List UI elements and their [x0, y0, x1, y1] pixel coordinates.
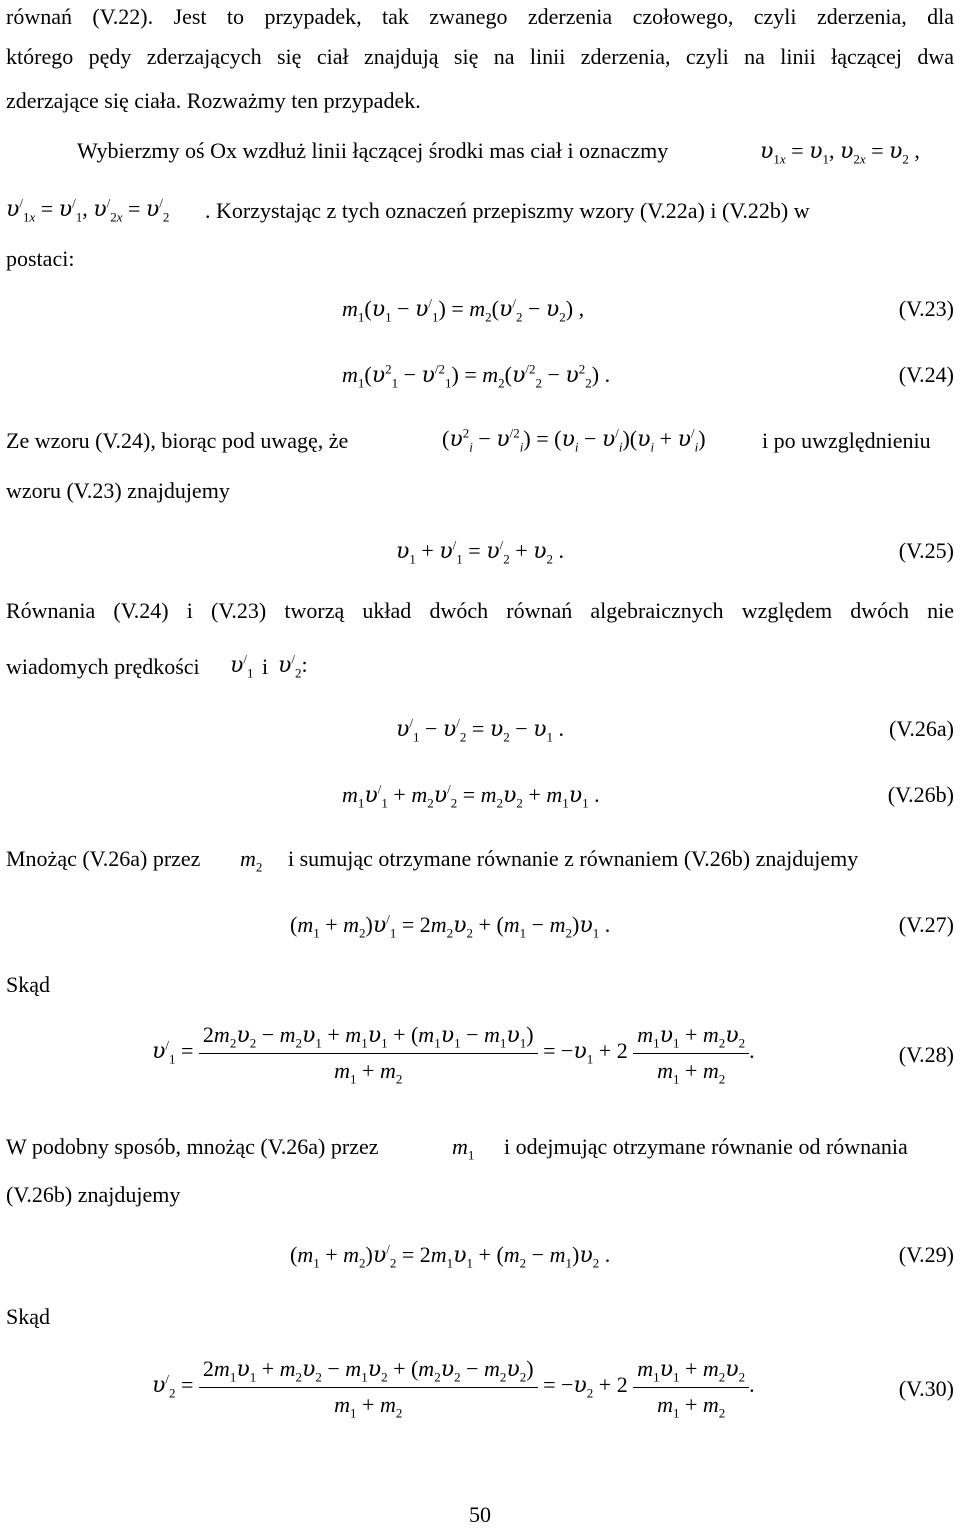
equation-v26b: $m_1\upsilon^/_1 + m_2\upsilon^/_2 = m_2\upsilon_2 + m_1\upsilon_1$ . [342, 781, 600, 811]
paragraph-4-line-2b: i [262, 654, 269, 679]
inline-math-m1: $m_1$ [452, 1134, 475, 1163]
equation-number-v24: (V.24) [898, 362, 954, 387]
paragraph-2-line-2: . Korzystając z tych oznaczeń przepiszmy wzory (V.22a) i (V.22b) w [205, 198, 810, 223]
equation-v26a: $\upsilon^/_1 - \upsilon^/_2 = \upsilon_2 - \upsilon_1$ . [396, 715, 565, 745]
paragraph-5-line-1a: Mnożąc (V.26a) przez [6, 846, 201, 871]
equation-v28: $\upsilon^/_1$ = $\frac{2m_2\upsilon_2 - m_2\upsilon_1 + m_1\upsilon_1 + (m_1\upsilon_1 - m_1\upsilon_1)}{m_1 + m_2}$ = $-\upsilon_1 + 2$ $\frac{m_1\upsilon_1 + m_2\upsilon_2}{m_1 + m_2}$ . [152, 1022, 755, 1087]
skad-label-1: Skąd [6, 972, 50, 997]
paragraph-6-line-1a: W podobny sposób, mnożąc (V.26a) przez [6, 1134, 379, 1159]
paragraph-5-line-1b: i sumując otrzymane równanie z równaniem (V.26b) znajdujemy [288, 846, 859, 871]
equation-number-v23: (V.23) [898, 296, 954, 321]
inline-math-m2: $m_2$ [240, 846, 263, 875]
paragraph-4-line-1: Równania (V.24) i (V.23) tworzą układ dwóch równań algebraicznych względem dwóch nie [6, 598, 954, 623]
equation-v30: $\upsilon^/_2$ = $\frac{2m_1\upsilon_1 + m_2\upsilon_2 - m_1\upsilon_2 + (m_2\upsilon_2 - m_2\upsilon_2)}{m_1 + m_2}$ = $-\upsilon_2 + 2$ $\frac{m_1\upsilon_1 + m_2\upsilon_2}{m_1 + m_2}$ . [152, 1356, 755, 1421]
equation-v25: $\upsilon_1 + \upsilon^/_1 = \upsilon^/_2 + \upsilon_2$ . [396, 537, 565, 567]
fraction-v30-right: $\frac{m_1\upsilon_1 + m_2\upsilon_2}{m_1 + m_2}$ [633, 1356, 749, 1418]
paragraph-1-line-1: równań (V.22). Jest to przypadek, tak zwanego zderzenia czołowego, czyli zderzenia, dla [6, 4, 954, 29]
equation-v27: $(m_1 + m_2)\upsilon^/_1 = 2m_2\upsilon_2 + (m_1 - m_2)\upsilon_1$ . [290, 911, 611, 941]
fraction-v30-left: $\frac{2m_1\upsilon_1 + m_2\upsilon_2 - m_1\upsilon_2 + (m_2\upsilon_2 - m_2\upsilon_2)}{m_1 + m_2}$ [199, 1356, 538, 1418]
page-number: 50 [469, 1502, 491, 1527]
equation-number-v27: (V.27) [898, 912, 954, 937]
inline-math-v1-prime: $\upsilon^/_1$ [230, 651, 254, 681]
equation-number-v28: (V.28) [898, 1042, 954, 1067]
equation-v29: $(m_1 + m_2)\upsilon^/_2 = 2m_1\upsilon_1 + (m_2 - m_1)\upsilon_2$ . [290, 1241, 611, 1271]
paragraph-3-line-1a: Ze wzoru (V.24), biorąc pod uwagę, że [6, 428, 349, 453]
fraction-v28-left: $\frac{2m_2\upsilon_2 - m_2\upsilon_1 + m_1\upsilon_1 + (m_1\upsilon_1 - m_1\upsilon_1)}{m_1 + m_2}$ [199, 1022, 538, 1084]
equation-number-v26b: (V.26b) [887, 782, 954, 807]
paragraph-1-line-3: zderzające się ciała. Rozważmy ten przypadek. [6, 88, 421, 113]
inline-math-v2-prime: $\upsilon^/_2$: [278, 651, 308, 681]
inline-math-v1x-v2x: $\upsilon_{1x} = \upsilon_1$, $\upsilon_{2x} = \upsilon_2$ , [760, 138, 920, 167]
fraction-v28-right: $\frac{m_1\upsilon_1 + m_2\upsilon_2}{m_1 + m_2}$ [633, 1022, 749, 1084]
paragraph-4-line-2a: wiadomych prędkości [6, 654, 200, 679]
equation-number-v26a: (V.26a) [889, 716, 954, 741]
paragraph-3-line-2: wzoru (V.23) znajdujemy [6, 478, 230, 503]
paragraph-2-line-1: Wybierzmy oś Ox wzdłuż linii łączącej środki mas ciał i oznaczmy [77, 138, 669, 163]
skad-label-2: Skąd [6, 1304, 50, 1329]
inline-math-v1x-prime: $\upsilon^/_{1x} = \upsilon^/_1$, $\upsilon^/_{2x} = \upsilon^/_2$ [6, 195, 170, 225]
paragraph-1-line-2: którego pędy zderzających się ciał znajdują się na linii zderzenia, czyli na linii łączącej dwa [6, 44, 954, 69]
inline-math-difference-of-squares: $(\upsilon^2_i - \upsilon^{/2}_i) = (\upsilon_i - \upsilon^/_i)(\upsilon_i + \upsilon^/_i)$ [442, 425, 706, 455]
equation-v24: $m_1(\upsilon^2_1 - \upsilon^{/2}_1) = m_2(\upsilon^{/2}_2 - \upsilon^2_2)$ . [342, 361, 611, 391]
equation-number-v25: (V.25) [898, 538, 954, 563]
paragraph-2-line-3: postaci: [6, 246, 75, 271]
paragraph-6-line-2: (V.26b) znajdujemy [6, 1182, 181, 1207]
paragraph-3-line-1b: i po uwzględnieniu [762, 428, 931, 453]
equation-number-v29: (V.29) [898, 1242, 954, 1267]
paragraph-6-line-1b: i odejmując otrzymane równanie od równania [504, 1134, 908, 1159]
equation-v23: $m_1(\upsilon_1 - \upsilon^/_1) = m_2(\upsilon^/_2 - \upsilon_2)$ , [342, 295, 585, 325]
equation-number-v30: (V.30) [898, 1376, 954, 1401]
